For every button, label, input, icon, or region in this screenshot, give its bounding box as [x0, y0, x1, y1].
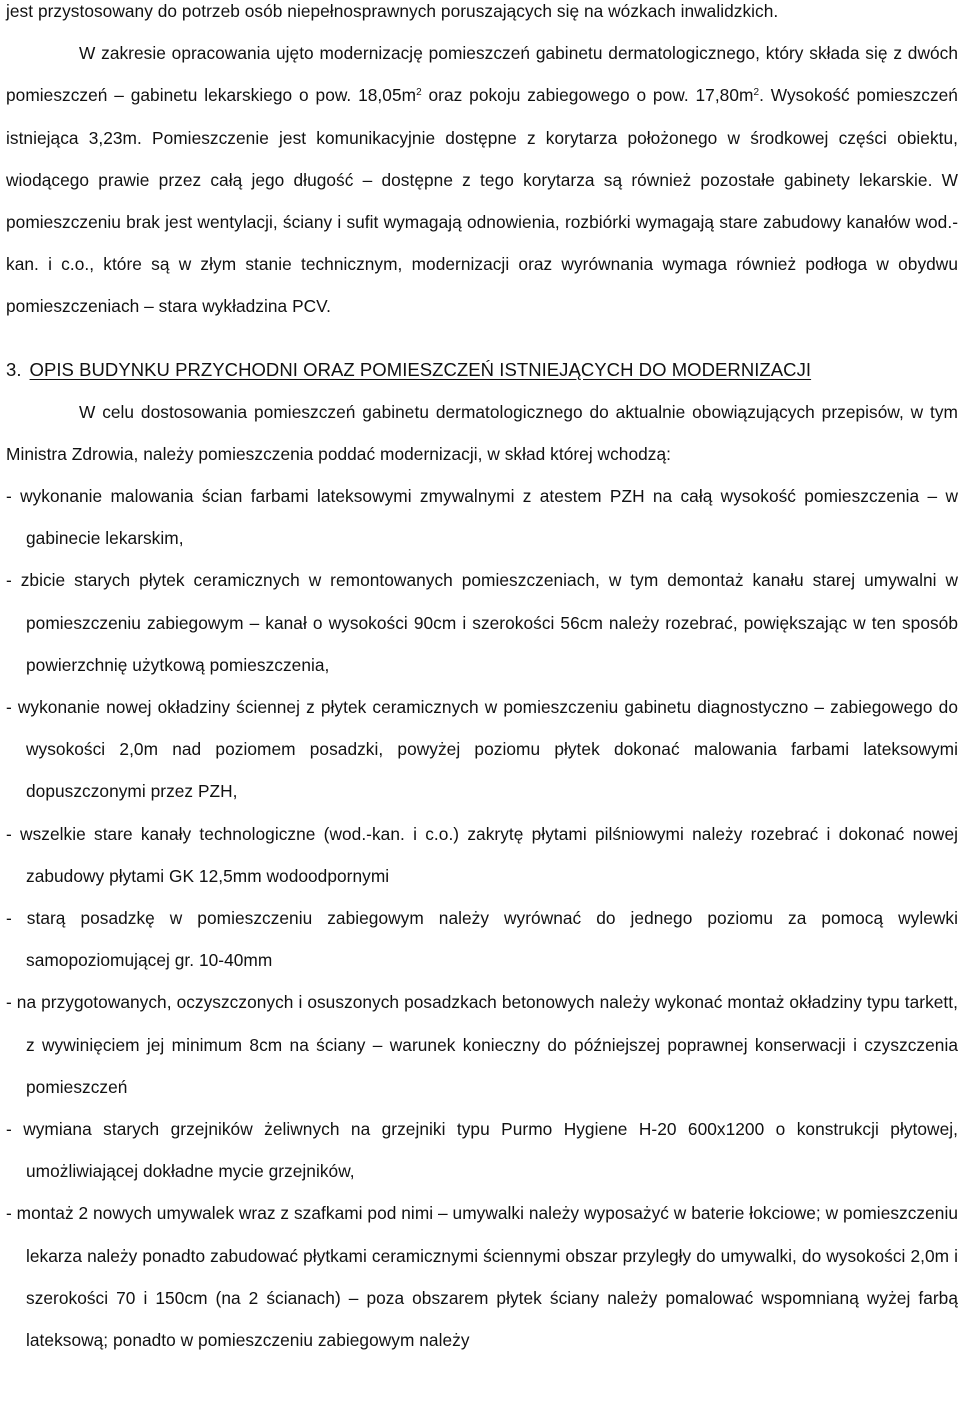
superscript: 2 [753, 87, 760, 99]
list-item: - wykonanie malowania ścian farbami lateksowymi zmywalnymi z atestem PZH na całą wysokość pomieszczenia – w gabinecie lekarskim, [6, 486, 958, 549]
list-item: - montaż 2 nowych umywalek wraz z szafkami pod nimi – umywalki należy wyposażyć w baterie łokciowe; w pomieszczeniu lekarza należy ponadto zabudować płytkami ceramicznymi ściennymi obszar przyległy do umywalki, do wysokości 2,0m i szerokości 70 i 150cm (na 2 ścianach) – poza obszarem płytek ściany należy pomalować wspomnianą wyżej farbą lateksową; ponadto w pomieszczeniu zabiegowym należy [6, 1203, 958, 1351]
section-title: OPIS BUDYNKU PRZYCHODNI ORAZ POMIESZCZEŃ ISTNIEJĄCYCH DO MODERNIZACJI [29, 358, 812, 380]
document-page [6, 0, 958, 1361]
list-item: - wymiana starych grzejników żeliwnych na grzejniki typu Purmo Hygiene H-20 600x1200 o konstrukcji płytowej, umożliwiającej dokładne mycie grzejników, [6, 1119, 958, 1182]
paragraph-room-description [6, 32, 958, 327]
intro-line: jest przystosowany do potrzeb osób niepełnosprawnych poruszających się na wózkach inwalidzkich. [6, 1, 779, 21]
paragraph-text: oraz pokoju zabiegowego o pow. 17,80m [421, 85, 754, 106]
paragraph-text: . Wysokość pomieszczeń istniejąca 3,23m. Pomieszczenie jest komunikacyjnie dostępne z korytarza położonego w środkowej części obiektu, wiodącego prawie przez całą jego długość – dostępne z tego korytarza są również pozostałe gabinety lekarskie. W pomieszczeniu brak jest wentylacji, ściany i sufit wymagają odnowienia, rozbiórki wymagają stare zabudowy kanałów wod.-kan. i c.o., które są w złym stanie technicznym, modernizacji oraz wyrównania wymaga również podłoga w obydwu pomieszczeniach – stara wykładzina PCV. [6, 85, 958, 317]
section-number: 3. [6, 358, 22, 380]
section-heading [6, 349, 958, 391]
paragraph-scope-intro: W celu dostosowania pomieszczeń gabinetu dermatologicznego do aktualnie obowiązujących przepisów, w tym Ministra Zdrowia, należy pomieszczenia poddać modernizacji, w skład której wchodzą: [6, 401, 958, 464]
list-item: - na przygotowanych, oczyszczonych i osuszonych posadzkach betonowych należy wykonać montaż okładziny typu tarkett, z wywinięciem jej minimum 8cm na ściany – warunek konieczny do późniejszej poprawnej konserwacji i czyszczenia pomieszczeń [6, 992, 958, 1097]
superscript: 2 [416, 87, 422, 99]
paragraph-text: W zakresie opracowania ujęto modernizację pomieszczeń gabinetu dermatologicznego, który składa się z dwóch pomieszczeń – gabinetu lekarskiego o pow. 18,05m [6, 43, 958, 106]
list-item: - starą posadzkę w pomieszczeniu zabiegowym należy wyrównać do jednego poziomu za pomocą wylewki samopoziomującej gr. 10-40mm [6, 908, 958, 971]
list-item: - zbicie starych płytek ceramicznych w remontowanych pomieszczeniach, w tym demontaż kanału starej umywalni w pomieszczeniu zabiegowym – kanał o wysokości 90cm i szerokości 56cm należy rozebrać, powiększając w ten sposób powierzchnię użytkową pomieszczenia, [6, 570, 958, 675]
list-item: - wszelkie stare kanały technologiczne (wod.-kan. i c.o.) zakrytę płytami pilśniowymi należy rozebrać i dokonać nowej zabudowy płytami GK 12,5mm wodoodpornymi [6, 823, 958, 886]
list-item: - wykonanie nowej okładziny ściennej z płytek ceramicznych w pomieszczeniu gabinetu diagnostyczno – zabiegowego do wysokości 2,0m nad poziomem posadzki, powyżej poziomu płytek dokonać malowania farbami lateksowymi dopuszczonymi przez PZH, [6, 697, 958, 802]
